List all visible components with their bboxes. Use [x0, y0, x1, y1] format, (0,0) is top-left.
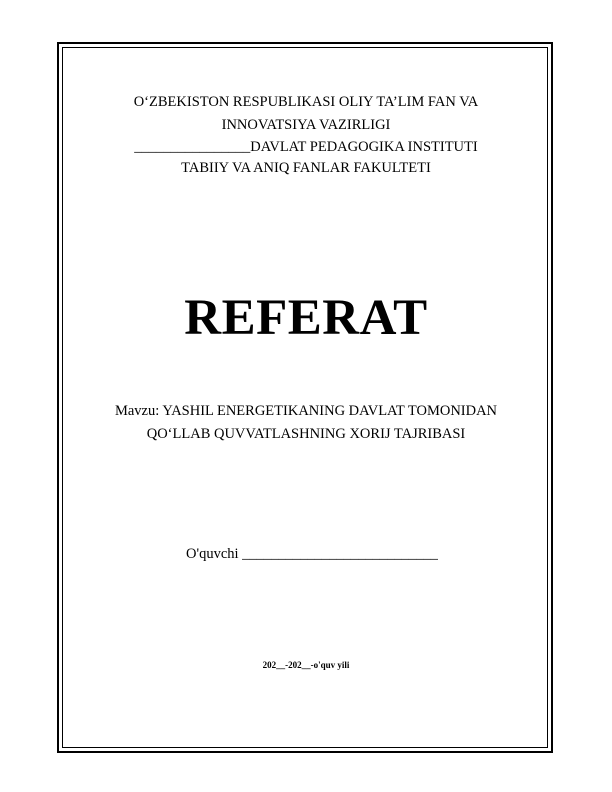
ministry-line-1: O‘ZBEKISTON RESPUBLIKASI OLIY TA’LIM FAN VA — [133, 94, 479, 110]
academic-year: 202__-202__-o'quv yili — [262, 660, 350, 670]
student-field: O'quvchi ___________________________ — [186, 546, 438, 562]
faculty-line: TABIIY VA ANIQ FANLAR FAKULTETI — [181, 160, 431, 176]
document-title: REFERAT — [184, 290, 428, 346]
institute-line: ________________DAVLAT PEDAGOGIKA INSTITUTI — [134, 139, 478, 155]
ministry-line-2: INNOVATSIYA VAZIRLIGI — [221, 117, 391, 133]
topic-line-1: Mavzu: YASHIL ENERGETIKANING DAVLAT TOMONIDAN — [114, 403, 498, 419]
topic-line-2: QO‘LLAB QUVVATLASHNING XORIJ TAJRIBASI — [146, 426, 466, 442]
